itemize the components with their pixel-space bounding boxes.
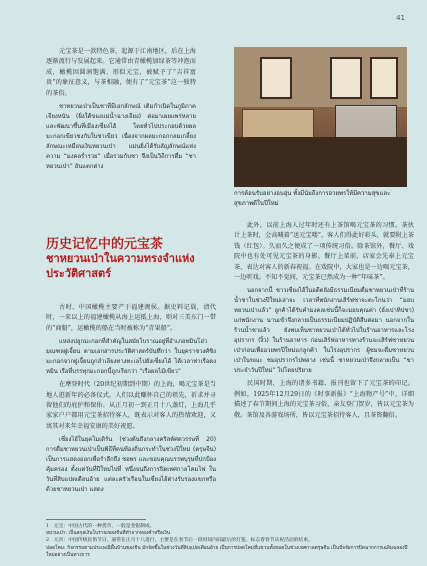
section-heading-th: ชาหยวนเป่าในความทรงจำแห่งประวัติศาสตร์ [46, 252, 195, 280]
footnote-2-th: ปลดโคม: กิจกรรมตามประเพณีพื้นบ้านของจีน มักจัดขึ้นในช่วงวันที่สิบแปดเดือนอ้าย เป็นการปลดโคมที่แขวนทั้งหมดในช่วงเทศกาลตรุษจีน เป็นปัจจัยการปิดฉากการเฉลิมฉลองปีใหม่อย่างเป็นทางการ [46, 545, 408, 558]
footnotes [46, 523, 411, 559]
custom-paragraph-zh-2: 民国时期，上海的诸多书籍、报刊也留下了元宝茶的印记。例如，1925年12月29日的《时事新报》“上海物产号”中，详细描述了春节期间上海的元宝茶习俗，亲友登门贺岁，皆以元宝茶为敬。茶馆及各游戏场所，皆以元宝茶招待客人，且茶资翻倍。 [234, 380, 414, 419]
intro-column [46, 47, 196, 172]
photo-portrait-frame [330, 57, 362, 99]
footnote-1-zh: 1 元宝：中国古代的一种货币，一般是金银制成。 [46, 524, 155, 529]
footnote-divider [46, 519, 146, 520]
intro-paragraph-th: ชาหยวนเป่าเป็นชาที่มีเอกลักษณ์ เดิมกำเนิดในภูมิภาคเจียงหนัน (ฝั่งใต้ของแม่น้ำฉางเจียง) ต่อมาเผยแพร่หลายและพัฒนาขึ้นที่เมืองเซี่ยงไฮ้ โดยทั่วไปประกอบด้วยผลมะกอกเขียวชงกับใบชาเขียว เนื่องจากผลมะกอกกลมเกลี้ยง ลักษณะเหมือนเงินหยวนเป่า แม่นยิ่งได้รับสัญลักษณ์แห่งความ “มงคลร่ำรวย” เมื่อรวมกับชา จึงเป็นวิถีการดื่ม “ชาหยวนเป่า” อันแตกต่าง [46, 104, 196, 171]
footnote-1-th: หยวนเป่า: เป็นสกุลเงินโบราณของจีนที่ทำจากทองคำหรือเงิน [46, 531, 170, 537]
custom-column [234, 221, 414, 421]
history-paragraph-zh-1: 古时，中国橄榄主要产于福建闽侯。据史料记载，清代时，一来以上的福建橄榄从海上运抵上海，则对三美东门一带的“商船”，运橄榄的船在当时被称为“青果船”。 [46, 304, 216, 332]
photo-portrait-frame [260, 57, 292, 99]
photo-counter [234, 137, 407, 187]
history-paragraph-th-2: เซี่ยงไฮ้ในยุคโมเดิร์น (ช่วงต้นถึงกลางคริสต์ศตวรรษที่ 20) การดื่มชาหยวนเป่าเป็นพิธีที่คนท้องถิ่นกระทำในช่วงปีใหม่ (ตรุษจีน) เป็นการแสดงออกเพื่อรำลึกถึง ชอพร และขอบคุณบรรพบุรุษที่ปกป้องคุ้มครอง ตั้งแต่วันที่ปีใหม่ไปที่ หนึ่งจนถึงการปิดเทศกาลโคมไฟ ในวันที่สิบแปดเดือนอ้าย แต่ละครัวเรือนในเซี่ยงไฮ้ต่างรับรองแขกหรือด้วยชาหยวนเป่า แสดง [46, 437, 216, 494]
history-paragraph-zh-2: 在摩登时代（20世纪初期到中期）的上海，喝元宝茶是当地人逛新年的必备仪式。人们以此赚怀自己的祖先，祈求并寻留他们的庇护和保佑。从正月初一到正月十八蒸灯，上海几乎家家户户都用元宝茶招待客人，既表示对客人的热情欢迎，又寓其对来年幸福安康的美好祝愿。 [46, 381, 216, 430]
intro-paragraph-zh: 元宝茶是一款特色茶，起源于江南地区，后在上海逐渐流行与发展起来。它通常由青橄榄加绿茶等冲泡而成，橄榄因圆润饱满、形似元宝，被赋予了“吉祥富贵”的象征意义，与茶相融，便有了“元宝茶”这一独特的茶俗。 [46, 48, 196, 97]
page-number: 41 [396, 14, 405, 22]
custom-paragraph-th-1: นอกจากนี้ ชาวเซี่ยงไฮ้ในอดีตยังมีธรรมเนียมดื่มชาหยวนเป่าที่ร้านน้ำชาในช่วงปีใหม่เล่าจะ เวลาที่พนักงานเสิร์ฟชาจะตะโกนว่า “มอบหยวนเป่าแล้ว” ลูกค้าได้รับคำมงคลเช่นนี้ก็จะมอบคุณค่า (อั่งเปาทิปชา) แก่พนักงาน นานเข้าจึงกลายเป็นธรรมเนียมปฏิบัติสืบต่อมา นอกจากในร้านน้ำชาแล้ว ยังพบเห็นชาหยวนเป่าได้ทั่วไปในร้านอาหารและโรงอุปรากร (งิ้ว) ในร้านอาหาร ก่อนเสิร์ฟอาหารทางร้านจะเสิร์ฟชาหยวนเป่าก่อนเพื่ออวยพรปีใหม่แก่ลูกค้า ในโรงอุปรากร ผู้ชมจะดื่มชาหยวนเป่าในขณะ ชมอุปรากรไปพลาง เช่นนี้ ชาหยวนเป่าจึงกลายเป็น “ชาประจำวันปีใหม่” ไปโดยปริยาย [234, 288, 414, 375]
photo-painting-frame [370, 57, 398, 99]
section-heading-zh: 历史记忆中的元宝茶 [46, 237, 164, 252]
history-paragraph-th-1: แหล่งปลูกมะกอกที่สำคัญในสมัยโบราณอยู่ที่อำเภอหมินโฮ่ว มณฑลฝูเจี้ยน ตามเอกสารประวัติศาสตร์บันทึกว่า ในยุคราชวงศ์ชิง มะกอกจากฝูเจี้ยนถูกลำเลียงทางทะเลไปยังเซี่ยงไฮ้ ได้เวลาท่าเรือตงหมิน เรือที่บรรทุกมะกอกนี้ถูกเรียกว่า “เรือผลไม้เขียว” [46, 339, 216, 376]
history-column [46, 303, 216, 495]
footnote-2-zh: 2 元宵：中国传统民俗节日，通常在正月十八进行，主要是在春节后一段时间内间最后的灯笼、标志着春节庆祝活动的结束。 [46, 538, 313, 544]
photo-caption: การต้อนรับอย่างอบอุ่น ทั้งมีนัยถึงการอวยพรให้มีความสุขและสุขภาพดีในปีใหม่ [234, 190, 391, 207]
teahouse-photo [234, 47, 407, 187]
custom-paragraph-zh-1: 此外，以前上海人过年时还有上茶馆喝元宝茶的习惯。茶伙计上茶时，会高喊着“送元宝喽”，客人们得此好彩头，就要附上茶钱（红包）。久而久之便成了一项传统习俗。除茶馆外，餐厅、戏院中也有处可见元宝茶的身影。餐厅上菜前，店家会先奉上元宝茶，表达对客人的新春祝福。在戏院中，大家也是一边喝元宝茶，一边听戏。不知不觉间，元宝茶已然成为一种“年味茶”。 [234, 222, 414, 282]
